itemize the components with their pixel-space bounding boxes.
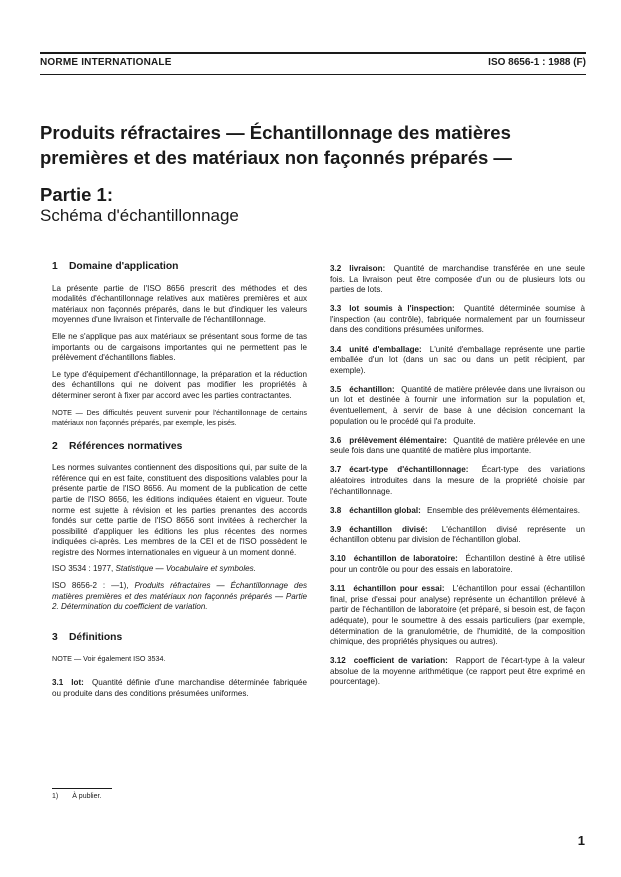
definition-term: lot soumis à l'inspection: bbox=[349, 304, 455, 314]
section-2-heading bbox=[52, 442, 307, 453]
header-standard-number: ISO 8656-1 : 1988 (F) bbox=[488, 57, 586, 68]
definition bbox=[330, 584, 585, 648]
definition-text: L'unité d'emballage représente une partie emballée d'un lot (dans un sac ou dans un petit récipient, par exemple). bbox=[330, 344, 585, 375]
footnote bbox=[52, 793, 101, 800]
definition-number: 3.9 bbox=[330, 524, 342, 534]
definition-number: 3.2 bbox=[330, 264, 342, 273]
definition-text: Quantité définie d'une marchandise déterminée fabriquée ou produite dans des conditions présumées uniformes. bbox=[52, 678, 307, 699]
definition-term: échantillon de laboratoire: bbox=[353, 554, 458, 564]
title-line-1: Produits réfractaires — Échantillonnage des matières bbox=[40, 122, 511, 143]
note: NOTE — Des difficultés peuvent survenir pour l'échantillonnage de certains matériaux non façonnés préparés, par exemple, les pisés. bbox=[52, 407, 307, 427]
definition bbox=[330, 385, 585, 427]
page-number: 1 bbox=[577, 833, 585, 848]
note: NOTE — Voir également ISO 3534. bbox=[52, 654, 166, 664]
definition-term: échantillon pour essai: bbox=[353, 584, 445, 594]
footnote-text: À publier. bbox=[72, 793, 102, 800]
reference-code: ISO 8656-2 : —1), bbox=[52, 581, 129, 591]
reference-title: Statistique — Vocabulaire et symboles. bbox=[115, 564, 256, 574]
definition-number: 3.5 bbox=[330, 384, 342, 394]
section-number: 2 bbox=[52, 440, 58, 452]
definition-term: échantillon: bbox=[349, 384, 395, 394]
reference-item bbox=[52, 564, 307, 575]
definition-number: 3.12 bbox=[330, 656, 346, 666]
section-number: 1 bbox=[52, 261, 58, 272]
definition-text: Quantité déterminée soumise à l'inspection (au contrôle), fabriquée normalement par un fournisseur dans des conditions présumées uniformes. bbox=[330, 304, 585, 335]
definition-term: échantillon divisé: bbox=[349, 524, 428, 534]
definition-text: L'échantillon divisé représente un échantillon obtenu par division de l'échantillon global. bbox=[330, 524, 585, 545]
definition-number: 3.3 bbox=[330, 304, 342, 314]
part-label: Partie 1: bbox=[40, 184, 114, 205]
section-title: Définitions bbox=[69, 631, 123, 643]
paragraph: Les normes suivantes contiennent des dispositions qui, par suite de la référence qui en est faite, constituent des dispositions valables pour la présente partie de l'ISO 8656. Au moment de la publication de cette partie de l'ISO 8656, les éditions indiquées étaient en vigueur. Toute norme est sujette à révision et les parties prenantes des accords fondés sur cette partie de l'ISO 8656 sont invitées à rechercher la possibilité d'appliquer les éditions les plus récentes des normes indiquées ci-après. Les membres de la CEI et de l'ISO possèdent le registre des Normes internationales en vigueur à un moment donné. bbox=[52, 463, 307, 557]
right-column bbox=[330, 264, 585, 697]
definition-term: coefficient de variation: bbox=[353, 656, 448, 666]
definition-text: Rapport de l'écart-type à la valeur absolue de la moyenne arithmétique (ce rapport peut être exprimé en pourcentage). bbox=[330, 656, 586, 687]
section-1-heading bbox=[52, 262, 307, 273]
title-line-2: premières et des matériaux non façonnés préparés — bbox=[40, 147, 512, 168]
definition-term: lot: bbox=[71, 678, 84, 688]
footnote-mark: 1) bbox=[52, 793, 59, 800]
definition-term: écart-type d'échantillonnage: bbox=[349, 465, 469, 475]
definition-number: 3.1 bbox=[52, 678, 64, 688]
definition-text: L'échantillon pour essai (échantillon final, prise d'essai pour analyse) représente un échantillon prélevé à partir de l'échantillon de laboratoire (et préparé, si besoin est, de façon adéquate), pour le soumettre à des essais particuliers (par exemple, détermination de la granulométrie, de l'humidité, de la composition chimique, des propriétés physiques ou autres). bbox=[330, 584, 586, 647]
definition-text: Écart-type des variations aléatoires introduites dans la mesure de la propriété choisie par l'échantillonnage. bbox=[330, 465, 585, 496]
definition-term: prélèvement élémentaire: bbox=[349, 435, 447, 445]
definition-text: Échantillon destiné à être utilisé pour un contrôle ou pour des essais en laboratoire. bbox=[330, 554, 585, 575]
part-subtitle: Schéma d'échantillonnage bbox=[40, 206, 239, 225]
definition-number: 3.4 bbox=[330, 344, 342, 354]
definition-term: unité d'emballage: bbox=[349, 344, 422, 354]
section-number: 3 bbox=[52, 631, 58, 643]
paragraph: La présente partie de l'ISO 8656 prescrit des méthodes et des modalités d'échantillonnage relatives aux matières premières et aux matériaux non façonnés préparés, dans le but d'indiquer les valeurs moyennes d'une livraison et l'intervalle de l'échantillonnage. bbox=[52, 283, 307, 325]
section-3-heading bbox=[52, 633, 307, 644]
section-title: Références normatives bbox=[69, 440, 183, 452]
document-title bbox=[40, 120, 600, 170]
reference-item bbox=[52, 581, 307, 613]
paragraph: Le type d'équipement d'échantillonnage, la préparation et la réduction des échantillons qui ne doivent pas modifier les propriétés à déterminer seront à fixer par accord avec les parties contractantes. bbox=[52, 369, 307, 400]
definition-text: Ensemble des prélèvements élémentaires. bbox=[427, 505, 580, 515]
definition-number: 3.11 bbox=[330, 584, 346, 594]
definition-number: 3.8 bbox=[330, 505, 342, 515]
definition bbox=[330, 436, 585, 457]
definition-term: livraison: bbox=[349, 264, 386, 273]
definition bbox=[330, 264, 585, 296]
section-title: Domaine d'application bbox=[69, 261, 179, 272]
paragraph: Elle ne s'applique pas aux matériaux se présentant sous forme de tas importants ou de cargaisons importantes qui ne permettent pas le prélèvement d'échantillons fiables. bbox=[52, 331, 307, 363]
definition-text: Quantité de matière prélevée dans une livraison ou un lot et destinée à fournir une information sur la population et, éventuellement, à servir de base à une décision concernant la population ou le procédé qui l'a produite. bbox=[330, 384, 586, 426]
definition bbox=[330, 525, 585, 546]
definition bbox=[330, 554, 585, 575]
definition-number: 3.10 bbox=[330, 554, 346, 564]
definition bbox=[330, 506, 585, 517]
left-column bbox=[52, 262, 307, 708]
definition bbox=[330, 345, 585, 377]
footnote-rule bbox=[52, 788, 112, 789]
definition-number: 3.6 bbox=[330, 435, 342, 445]
definition-text: Quantité de marchandise transférée en une seule fois. La livraison peut être composée d'un ou de plusieurs lots ou parties de lots. bbox=[330, 264, 586, 295]
definition bbox=[330, 656, 585, 688]
definition-term: échantillon global: bbox=[349, 505, 421, 515]
definition bbox=[330, 465, 585, 497]
header-standard-type: NORME INTERNATIONALE bbox=[40, 57, 172, 68]
definition bbox=[330, 304, 585, 336]
reference-code: ISO 3534 : 1977, bbox=[52, 564, 114, 574]
definition-text: Quantité de matière prélevée en une seule fois dans une quantité de matière plus importante. bbox=[330, 435, 586, 456]
page-header bbox=[40, 52, 586, 75]
definition-3-1 bbox=[52, 678, 307, 699]
definition-number: 3.7 bbox=[330, 465, 342, 475]
reference-title: Produits réfractaires — Échantillonnage des matières premières et des matériaux non façonnés préparés — Partie 2. Détermination du coefficient de variation. bbox=[52, 581, 307, 612]
